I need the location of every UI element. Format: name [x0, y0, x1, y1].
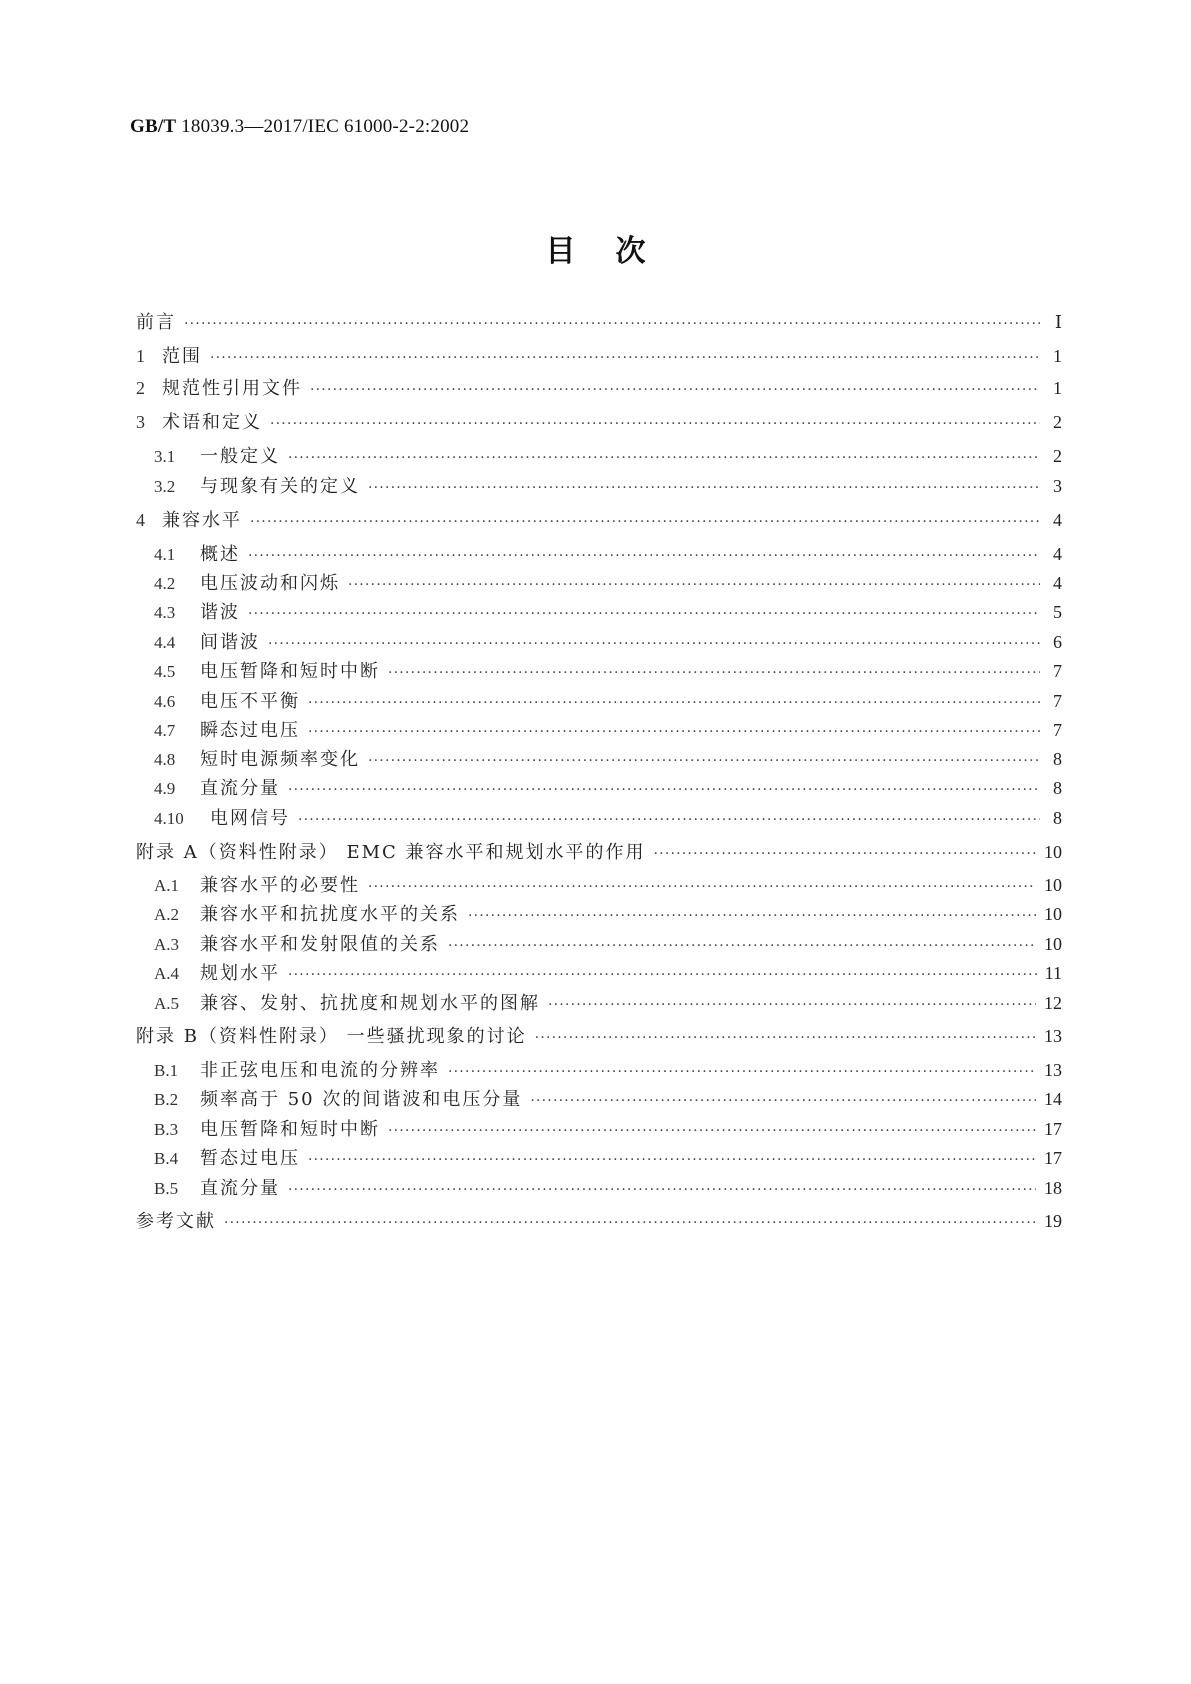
toc-entry-page: 6 — [1053, 632, 1062, 652]
toc-entry-page: 19 — [1044, 1211, 1062, 1231]
dot-leader — [308, 695, 1040, 711]
toc-entry[interactable] — [154, 871, 1062, 899]
toc-entry-page: 10 — [1044, 842, 1062, 862]
toc-entry[interactable] — [154, 900, 1062, 928]
dot-leader — [468, 908, 1036, 924]
toc-entry[interactable] — [136, 374, 1062, 402]
toc-entry-number: A.2 — [154, 905, 180, 924]
dot-leader — [348, 577, 1040, 593]
dot-leader — [250, 514, 1040, 530]
toc-entry-label: 电网信号 — [210, 808, 290, 829]
toc-entry[interactable] — [136, 342, 1062, 370]
toc-entry-number: B.3 — [154, 1120, 179, 1139]
toc-entry-label: 兼容水平 — [162, 510, 242, 531]
toc-entry[interactable] — [154, 657, 1062, 685]
toc-entry-number: 4.6 — [154, 692, 176, 711]
toc-entry-page: 4 — [1053, 573, 1062, 593]
toc-entry-page: Ⅰ — [1054, 312, 1062, 332]
toc-entry-number: 4.10 — [154, 809, 184, 828]
dot-leader — [270, 416, 1040, 432]
toc-entry-label: 规范性引用文件 — [162, 378, 302, 399]
toc-entry-label: 附录 B（资料性附录） 一些骚扰现象的讨论 — [136, 1026, 527, 1047]
toc-entry[interactable] — [136, 838, 1062, 866]
toc-entry-number: 4 — [136, 510, 145, 530]
toc-entry-number: 2 — [136, 378, 145, 398]
dot-leader — [530, 1093, 1036, 1109]
dot-leader — [388, 1123, 1036, 1139]
toc-entry-number: A.1 — [154, 876, 180, 895]
toc-entry-number: 4.3 — [154, 603, 176, 622]
toc-entry-label: 概述 — [200, 544, 240, 565]
toc-entry-number: B.4 — [154, 1149, 179, 1168]
dot-leader — [654, 846, 1036, 862]
toc-entry-page: 1 — [1053, 346, 1062, 366]
dot-leader — [288, 450, 1040, 466]
toc-entry-page: 18 — [1044, 1178, 1062, 1198]
toc-entry-label: 非正弦电压和电流的分辨率 — [200, 1060, 440, 1081]
dot-leader — [288, 1182, 1036, 1198]
toc-entry-label: 兼容水平和抗扰度水平的关系 — [200, 904, 460, 925]
toc-entry-number: 4.4 — [154, 633, 176, 652]
toc-entry-label: 一般定义 — [200, 446, 280, 467]
toc-entry-label: 短时电源频率变化 — [200, 749, 360, 770]
toc-entry-label: 兼容水平的必要性 — [200, 875, 360, 896]
toc-entry-number: 4.8 — [154, 750, 176, 769]
toc-entry-number: B.1 — [154, 1061, 179, 1080]
toc-entry[interactable] — [154, 989, 1062, 1017]
toc-entry[interactable] — [154, 716, 1062, 744]
toc-entry[interactable] — [154, 930, 1062, 958]
toc-entry-number: 3 — [136, 412, 145, 432]
toc-entry-number: 3.1 — [154, 447, 176, 466]
toc-entry-number: 4.7 — [154, 721, 176, 740]
toc-entry[interactable] — [154, 745, 1062, 773]
toc-entry[interactable] — [136, 408, 1062, 436]
toc-entry[interactable] — [154, 1085, 1062, 1113]
dot-leader — [308, 1152, 1036, 1168]
toc-entry-label: 谐波 — [200, 602, 240, 623]
toc-entry-label: 电压暂降和短时中断 — [200, 661, 380, 682]
toc-entry[interactable] — [154, 442, 1062, 470]
toc-entry[interactable] — [136, 506, 1062, 534]
toc-entry-label: 规划水平 — [200, 963, 280, 984]
toc-entry-page: 13 — [1044, 1026, 1062, 1046]
toc-entry-page: 10 — [1044, 904, 1062, 924]
toc-entry-number: 4.2 — [154, 574, 176, 593]
toc-entry[interactable] — [154, 1144, 1062, 1172]
toc-entry-label: 电压不平衡 — [200, 691, 300, 712]
dot-leader — [288, 967, 1037, 983]
dot-leader — [548, 997, 1036, 1013]
toc-entry[interactable] — [136, 1022, 1062, 1050]
toc-entry-page: 8 — [1053, 749, 1062, 769]
standard-number: 18039.3—2017/IEC 61000-2-2:2002 — [181, 116, 470, 137]
toc-entry-page: 7 — [1053, 691, 1062, 711]
toc-entry[interactable] — [154, 1056, 1062, 1084]
page-title: 目次 — [545, 234, 686, 269]
toc-entry-page: 17 — [1044, 1148, 1062, 1168]
dot-leader — [368, 753, 1040, 769]
toc-entry-page: 11 — [1044, 963, 1062, 983]
dot-leader — [448, 938, 1036, 954]
toc-entry[interactable] — [154, 1174, 1062, 1202]
dot-leader — [308, 724, 1040, 740]
toc-entry-label: 前言 — [136, 312, 176, 333]
dot-leader — [248, 606, 1040, 622]
dot-leader — [368, 480, 1040, 496]
toc-entry-label: 瞬态过电压 — [200, 720, 300, 741]
toc-entry-number: 4.9 — [154, 779, 176, 798]
toc-entry-number: 4.1 — [154, 545, 176, 564]
toc-entry-label: 范围 — [162, 346, 202, 367]
toc-entry[interactable] — [154, 959, 1062, 987]
toc-entry-number: B.2 — [154, 1090, 179, 1109]
toc-entry-page: 7 — [1053, 720, 1062, 740]
toc-entry-number: 3.2 — [154, 477, 176, 496]
dot-leader — [224, 1215, 1036, 1231]
dot-leader — [184, 316, 1040, 332]
toc-entry-page: 8 — [1053, 808, 1062, 828]
toc-entry[interactable] — [154, 540, 1062, 568]
toc-entry-page: 3 — [1053, 476, 1062, 496]
dot-leader — [310, 382, 1040, 398]
toc-entry-label: 直流分量 — [200, 1178, 280, 1199]
dot-leader — [210, 350, 1040, 366]
toc-entry-page: 2 — [1053, 412, 1062, 432]
toc-entry[interactable] — [154, 472, 1062, 500]
toc-entry-label: 附录 A（资料性附录） EMC 兼容水平和规划水平的作用 — [136, 842, 646, 863]
toc-entry-label: 术语和定义 — [162, 412, 262, 433]
toc-entry-page: 1 — [1053, 378, 1062, 398]
toc-entry-label: 兼容、发射、抗扰度和规划水平的图解 — [200, 993, 540, 1014]
toc-entry[interactable] — [154, 628, 1062, 656]
dot-leader — [388, 665, 1040, 681]
toc-entry-page: 7 — [1053, 661, 1062, 681]
toc-entry-label: 暂态过电压 — [200, 1148, 300, 1169]
toc-entry-number: A.3 — [154, 935, 180, 954]
dot-leader — [248, 548, 1040, 564]
toc-entry[interactable] — [136, 308, 1062, 336]
standard-prefix: GB/T — [130, 116, 177, 137]
toc-entry-label: 电压波动和闪烁 — [200, 573, 340, 594]
dot-leader — [535, 1030, 1036, 1046]
toc-entry-label: 参考文献 — [136, 1211, 216, 1232]
toc-entry[interactable] — [136, 1207, 1062, 1235]
toc-entry[interactable] — [154, 804, 1062, 832]
toc-entry-page: 14 — [1044, 1089, 1062, 1109]
toc-entry-page: 4 — [1053, 544, 1062, 564]
toc-entry-label: 间谐波 — [200, 632, 260, 653]
toc-entry[interactable] — [154, 569, 1062, 597]
toc-entry[interactable] — [154, 774, 1062, 802]
toc-entry-number: A.4 — [154, 964, 180, 983]
toc-entry-page: 10 — [1044, 934, 1062, 954]
toc-entry-number: 4.5 — [154, 662, 176, 681]
dot-leader — [268, 636, 1040, 652]
toc-entry-number: 1 — [136, 346, 145, 366]
dot-leader — [298, 812, 1040, 828]
toc-entry-page: 2 — [1053, 446, 1062, 466]
toc-entry-label: 直流分量 — [200, 778, 280, 799]
toc-entry[interactable] — [154, 1115, 1062, 1143]
dot-leader — [368, 879, 1036, 895]
toc-entry-page: 13 — [1044, 1060, 1062, 1080]
toc-entry-label: 兼容水平和发射限值的关系 — [200, 934, 440, 955]
toc-entry-page: 12 — [1044, 993, 1062, 1013]
toc-entry-page: 10 — [1044, 875, 1062, 895]
toc-entry-label: 电压暂降和短时中断 — [200, 1119, 380, 1140]
dot-leader — [448, 1064, 1036, 1080]
toc-entry-page: 8 — [1053, 778, 1062, 798]
toc-entry-page: 4 — [1053, 510, 1062, 530]
toc-entry-number: A.5 — [154, 994, 180, 1013]
toc-entry-label: 与现象有关的定义 — [200, 476, 360, 497]
toc-entry[interactable] — [154, 687, 1062, 715]
dot-leader — [288, 782, 1040, 798]
toc-entry-label: 频率高于 50 次的间谐波和电压分量 — [200, 1089, 523, 1110]
toc-entry-page: 5 — [1053, 602, 1062, 622]
toc-entry-page: 17 — [1044, 1119, 1062, 1139]
toc-entry-number: B.5 — [154, 1179, 179, 1198]
toc-entry[interactable] — [154, 598, 1062, 626]
document-code — [130, 116, 469, 138]
